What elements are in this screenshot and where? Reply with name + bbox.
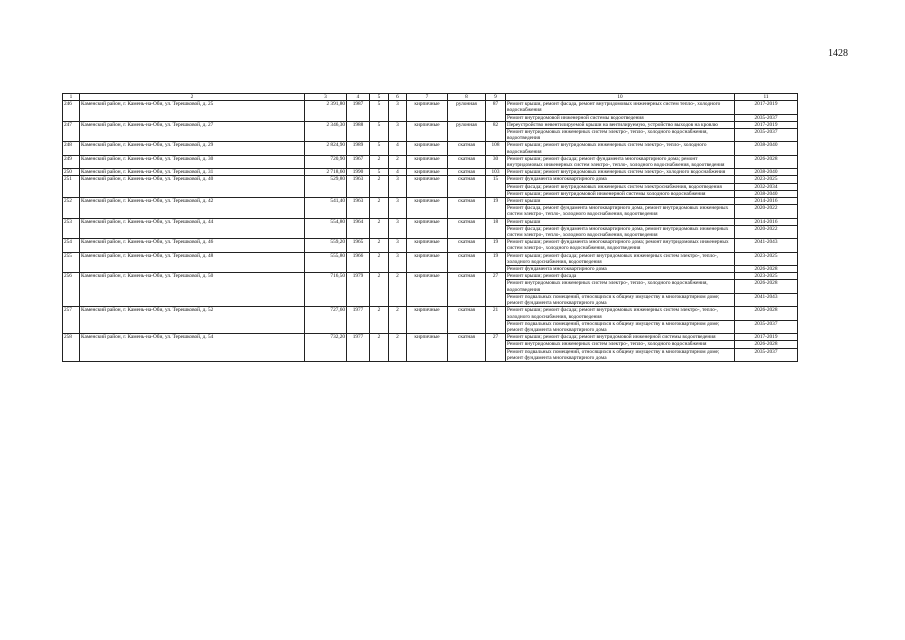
table-row [63, 307, 798, 320]
apartments-cell: 15 [486, 176, 506, 198]
period-cell: 2023-2025 [735, 176, 798, 183]
apartments-cell: 27 [486, 273, 506, 307]
year-cell: 1990 [347, 169, 370, 176]
year-cell: 1988 [347, 121, 370, 142]
entrances-cell: 3 [389, 252, 407, 273]
entrances-cell: 3 [389, 176, 407, 198]
period-cell: 2026-2028 [735, 266, 798, 273]
entrances-cell: 3 [389, 101, 407, 122]
row-number: 251 [63, 176, 80, 198]
repair-works-cell: Ремонт внутридомовых инженерных систем электро-, тепло-, холодного водоснабжения, водоотведения [506, 280, 735, 293]
table-row [63, 198, 798, 205]
address-cell: Каменский район, г. Камень-на-Оби, ул. Терешковой, д. 44 [80, 218, 305, 239]
entrances-cell: 2 [389, 273, 407, 307]
year-cell: 1989 [347, 142, 370, 155]
address-cell: Каменский район, г. Камень-на-Оби, ул. Терешковой, д. 31 [80, 169, 305, 176]
row-number: 246 [63, 101, 80, 122]
repair-works-cell: Ремонт крыши; ремонт фасада; ремонт внутридомовых инженерных систем электро-, тепло-, холодного водоснабжения, водоотведения [506, 252, 735, 265]
period-cell: 2017-2019 [735, 121, 798, 128]
column-number: 2 [80, 94, 305, 101]
row-number: 253 [63, 218, 80, 239]
walls-cell: кирпичные [407, 307, 448, 334]
area-cell: 2 346,30 [305, 121, 347, 142]
repair-works-cell: Переустройство невентилируемой крыши на вентилируемую, устройство выходов на кровлю [506, 121, 735, 128]
roof-cell: рулонная [448, 101, 486, 122]
address-cell: Каменский район, г. Камень-на-Оби, ул. Терешковой, д. 52 [80, 307, 305, 334]
repair-works-cell: Ремонт крыши; ремонт внутридомовых инженерных систем электро-, тепло-, холодного водоснабжения [506, 142, 735, 155]
period-cell: 2020-2022 [735, 205, 798, 218]
apartments-cell: 27 [486, 334, 506, 362]
floors-cell: 2 [370, 252, 389, 273]
table-row [63, 334, 798, 341]
address-cell: Каменский район, г. Камень-на-Оби, ул. Терешковой, д. 25 [80, 101, 305, 122]
area-cell: 720,90 [305, 155, 347, 168]
floors-cell: 2 [370, 155, 389, 168]
address-cell: Каменский район, г. Камень-на-Оби, ул. Терешковой, д. 46 [80, 239, 305, 252]
address-cell: Каменский район, г. Камень-на-Оби, ул. Терешковой, д. 29 [80, 142, 305, 155]
period-cell: 2020-2022 [735, 225, 798, 238]
walls-cell: кирпичные [407, 101, 448, 122]
area-cell: 2 718,60 [305, 169, 347, 176]
year-cell: 1966 [347, 252, 370, 273]
period-cell: 2017-2019 [735, 334, 798, 341]
repair-works-cell: Ремонт крыши; ремонт фасада; ремонт внутридомовых инженерных систем электро-, тепло-, холодного водоснабжения, водоотведения [506, 307, 735, 320]
apartments-cell: 87 [486, 101, 506, 122]
address-cell: Каменский район, г. Камень-на-Оби, ул. Терешковой, д. 30 [80, 155, 305, 168]
floors-cell: 2 [370, 239, 389, 252]
area-cell: 732,20 [305, 334, 347, 362]
roof-cell: скатная [448, 273, 486, 307]
repair-works-cell: Ремонт крыши [506, 218, 735, 225]
repair-works-cell: Ремонт крыши; ремонт фундамента многоквартирного дома; ремонт внутридомовых инженерных систем электро-, холодного водоснабжения, водоотведения [506, 239, 735, 252]
year-cell: 1963 [347, 198, 370, 219]
column-number: 10 [506, 94, 735, 101]
address-cell: Каменский район, г. Камень-на-Оби, ул. Терешковой, д. 48 [80, 252, 305, 273]
period-cell: 2026-2028 [735, 341, 798, 348]
row-number: 256 [63, 273, 80, 307]
column-number: 11 [735, 94, 798, 101]
table-row [63, 142, 798, 155]
walls-cell: кирпичные [407, 155, 448, 168]
apartments-cell: 82 [486, 121, 506, 142]
roof-cell: скатная [448, 334, 486, 362]
table-row [63, 101, 798, 114]
repair-works-cell: Ремонт крыши [506, 198, 735, 205]
entrances-cell: 2 [389, 155, 407, 168]
column-number: 8 [448, 94, 486, 101]
table-body [63, 101, 798, 362]
walls-cell: кирпичные [407, 239, 448, 252]
period-cell: 2026-2028 [735, 280, 798, 293]
roof-cell: скатная [448, 155, 486, 168]
year-cell: 1977 [347, 334, 370, 362]
apartments-cell: 19 [486, 252, 506, 273]
area-cell: 554,80 [305, 218, 347, 239]
table-row [63, 273, 798, 280]
period-cell: 2014-2016 [735, 218, 798, 225]
repair-works-cell: Ремонт внутридомовых инженерных систем электро-, тепло-, холодного водоснабжения [506, 341, 735, 348]
address-cell: Каменский район, г. Камень-на-Оби, ул. Терешковой, д. 42 [80, 198, 305, 219]
repair-works-cell: Ремонт крыши; ремонт фасада [506, 273, 735, 280]
year-cell: 1965 [347, 239, 370, 252]
column-number: 3 [305, 94, 347, 101]
repair-works-cell: Ремонт подвальных помещений, относящихся к общему имуществу в многоквартирном доме; ремонт фундамента многоквартирного дома [506, 320, 735, 333]
entrances-cell: 3 [389, 198, 407, 219]
column-number: 9 [486, 94, 506, 101]
floors-cell: 5 [370, 169, 389, 176]
row-number: 249 [63, 155, 80, 168]
repair-works-cell: Ремонт фундамента многоквартирного дома [506, 176, 735, 183]
row-number: 252 [63, 198, 80, 219]
repair-works-cell: Ремонт крыши; ремонт внутридомовых инженерных систем электро-, холодного водоснабжения [506, 169, 735, 176]
apartments-cell: 19 [486, 198, 506, 219]
period-cell: 2038-2040 [735, 169, 798, 176]
row-number: 255 [63, 252, 80, 273]
area-cell: 529,80 [305, 176, 347, 198]
repair-works-cell: Ремонт подвальных помещений, относящихся к общему имуществу в многоквартирном доме; ремонт фундамента многоквартирного дома [506, 348, 735, 361]
repair-works-cell: Ремонт крыши; ремонт фасада; ремонт фундамента многоквартирного дома; ремонт внутридомовых инженерных систем электро-, тепло-, холодного водоснабжения, водоотведения [506, 155, 735, 168]
area-cell: 727,60 [305, 307, 347, 334]
apartments-cell: 103 [486, 169, 506, 176]
repair-works-cell: Ремонт крыши; ремонт фасада; ремонт внутридомовой инженерной системы водоотведения [506, 334, 735, 341]
floors-cell: 2 [370, 198, 389, 219]
area-cell: 555,80 [305, 252, 347, 273]
floors-cell: 2 [370, 218, 389, 239]
row-number: 250 [63, 169, 80, 176]
entrances-cell: 4 [389, 142, 407, 155]
period-cell: 2035-2037 [735, 114, 798, 121]
entrances-cell: 2 [389, 334, 407, 362]
roof-cell: скатная [448, 176, 486, 198]
roof-cell: скатная [448, 142, 486, 155]
entrances-cell: 3 [389, 239, 407, 252]
table-row [63, 155, 798, 168]
entrances-cell: 3 [389, 218, 407, 239]
area-cell: 541,40 [305, 198, 347, 219]
table-row [63, 169, 798, 176]
area-cell: 716,50 [305, 273, 347, 307]
walls-cell: кирпичные [407, 198, 448, 219]
repair-works-cell: Ремонт внутридомовых инженерных систем электро-, тепло-, холодного водоснабжения, водоотведения [506, 129, 735, 142]
repair-works-cell: Ремонт крыши, ремонт фасада, ремонт внутридомовых инженерных систем тепло-, холодного водоснабжения [506, 101, 735, 114]
repair-works-cell: Ремонт фасада, ремонт фундамента многоквартирного дома, ремонт внутридомовых инженерных систем электро-, тепло-, холодного водоснабжения, водоотведения [506, 205, 735, 218]
table-row [63, 218, 798, 225]
period-cell: 2023-2025 [735, 252, 798, 265]
repair-works-cell: Ремонт фасада; ремонт внутридомовых инженерных систем электроснабжения, водоотведения [506, 183, 735, 190]
roof-cell: скатная [448, 169, 486, 176]
area-cell: 2 824,90 [305, 142, 347, 155]
repair-works-cell: Ремонт подвальных помещений, относящихся к общему имуществу в многоквартирном доме; ремонт фундамента многоквартирного дома [506, 293, 735, 306]
area-cell: 559,20 [305, 239, 347, 252]
repair-works-cell: Ремонт крыши; ремонт внутридомовой инженерной системы холодного водоснабжения [506, 190, 735, 197]
floors-cell: 2 [370, 176, 389, 198]
column-number: 4 [347, 94, 370, 101]
floors-cell: 2 [370, 334, 389, 362]
walls-cell: кирпичные [407, 169, 448, 176]
address-cell: Каменский район, г. Камень-на-Оби, ул. Терешковой, д. 50 [80, 273, 305, 307]
address-cell: Каменский район, г. Камень-на-Оби, ул. Терешковой, д. 54 [80, 334, 305, 362]
period-cell: 2032-2034 [735, 183, 798, 190]
period-cell: 2038-2040 [735, 142, 798, 155]
row-number: 247 [63, 121, 80, 142]
period-cell: 2014-2016 [735, 198, 798, 205]
repair-works-cell: Ремонт фасада; ремонт фундамента многоквартирного дома, ремонт внутридомовых инженерных систем электро-, тепло-, холодного водоснабжения, водоотведения [506, 225, 735, 238]
floors-cell: 2 [370, 307, 389, 334]
apartments-cell: 19 [486, 239, 506, 252]
floors-cell: 5 [370, 121, 389, 142]
apartments-cell: 30 [486, 155, 506, 168]
roof-cell: рулонная [448, 121, 486, 142]
walls-cell: кирпичные [407, 334, 448, 362]
page-number: 1428 [828, 48, 848, 59]
entrances-cell: 3 [389, 121, 407, 142]
period-cell: 2026-2028 [735, 155, 798, 168]
roof-cell: скатная [448, 252, 486, 273]
roof-cell: скатная [448, 239, 486, 252]
year-cell: 1964 [347, 218, 370, 239]
row-number: 258 [63, 334, 80, 362]
table-row [63, 176, 798, 183]
table-row [63, 121, 798, 128]
period-cell: 2035-2037 [735, 348, 798, 361]
entrances-cell: 2 [389, 307, 407, 334]
period-cell: 2041-2043 [735, 293, 798, 306]
area-cell: 2 391,80 [305, 101, 347, 122]
floors-cell: 2 [370, 273, 389, 307]
walls-cell: кирпичные [407, 273, 448, 307]
column-number-row [63, 94, 798, 101]
apartments-cell: 18 [486, 218, 506, 239]
capital-repair-table [62, 93, 798, 362]
walls-cell: кирпичные [407, 176, 448, 198]
walls-cell: кирпичные [407, 121, 448, 142]
period-cell: 2038-2040 [735, 190, 798, 197]
table-row [63, 239, 798, 252]
walls-cell: кирпичные [407, 252, 448, 273]
year-cell: 1987 [347, 101, 370, 122]
repair-works-cell: Ремонт внутридомовой инженерной системы водоотведения [506, 114, 735, 121]
period-cell: 2023-2025 [735, 273, 798, 280]
entrances-cell: 4 [389, 169, 407, 176]
column-number: 5 [370, 94, 389, 101]
row-number: 257 [63, 307, 80, 334]
column-number: 1 [63, 94, 80, 101]
year-cell: 1967 [347, 155, 370, 168]
apartments-cell: 108 [486, 142, 506, 155]
period-cell: 2035-2037 [735, 320, 798, 333]
walls-cell: кирпичные [407, 142, 448, 155]
period-cell: 2026-2028 [735, 307, 798, 320]
walls-cell: кирпичные [407, 218, 448, 239]
row-number: 254 [63, 239, 80, 252]
period-cell: 2017-2019 [735, 101, 798, 114]
repair-works-cell: Ремонт фундамента многоквартирного дома [506, 266, 735, 273]
floors-cell: 5 [370, 101, 389, 122]
roof-cell: скатная [448, 307, 486, 334]
apartments-cell: 21 [486, 307, 506, 334]
row-number: 248 [63, 142, 80, 155]
address-cell: Каменский район, г. Камень-на-Оби, ул. Терешковой, д. 27 [80, 121, 305, 142]
column-number: 6 [389, 94, 407, 101]
address-cell: Каменский район, г. Камень-на-Оби, ул. Терешковой, д. 40 [80, 176, 305, 198]
table-row [63, 252, 798, 265]
period-cell: 2041-2043 [735, 239, 798, 252]
year-cell: 1977 [347, 307, 370, 334]
roof-cell: скатная [448, 218, 486, 239]
period-cell: 2035-2037 [735, 129, 798, 142]
year-cell: 1963 [347, 176, 370, 198]
year-cell: 1979 [347, 273, 370, 307]
column-number: 7 [407, 94, 448, 101]
roof-cell: скатная [448, 198, 486, 219]
floors-cell: 5 [370, 142, 389, 155]
